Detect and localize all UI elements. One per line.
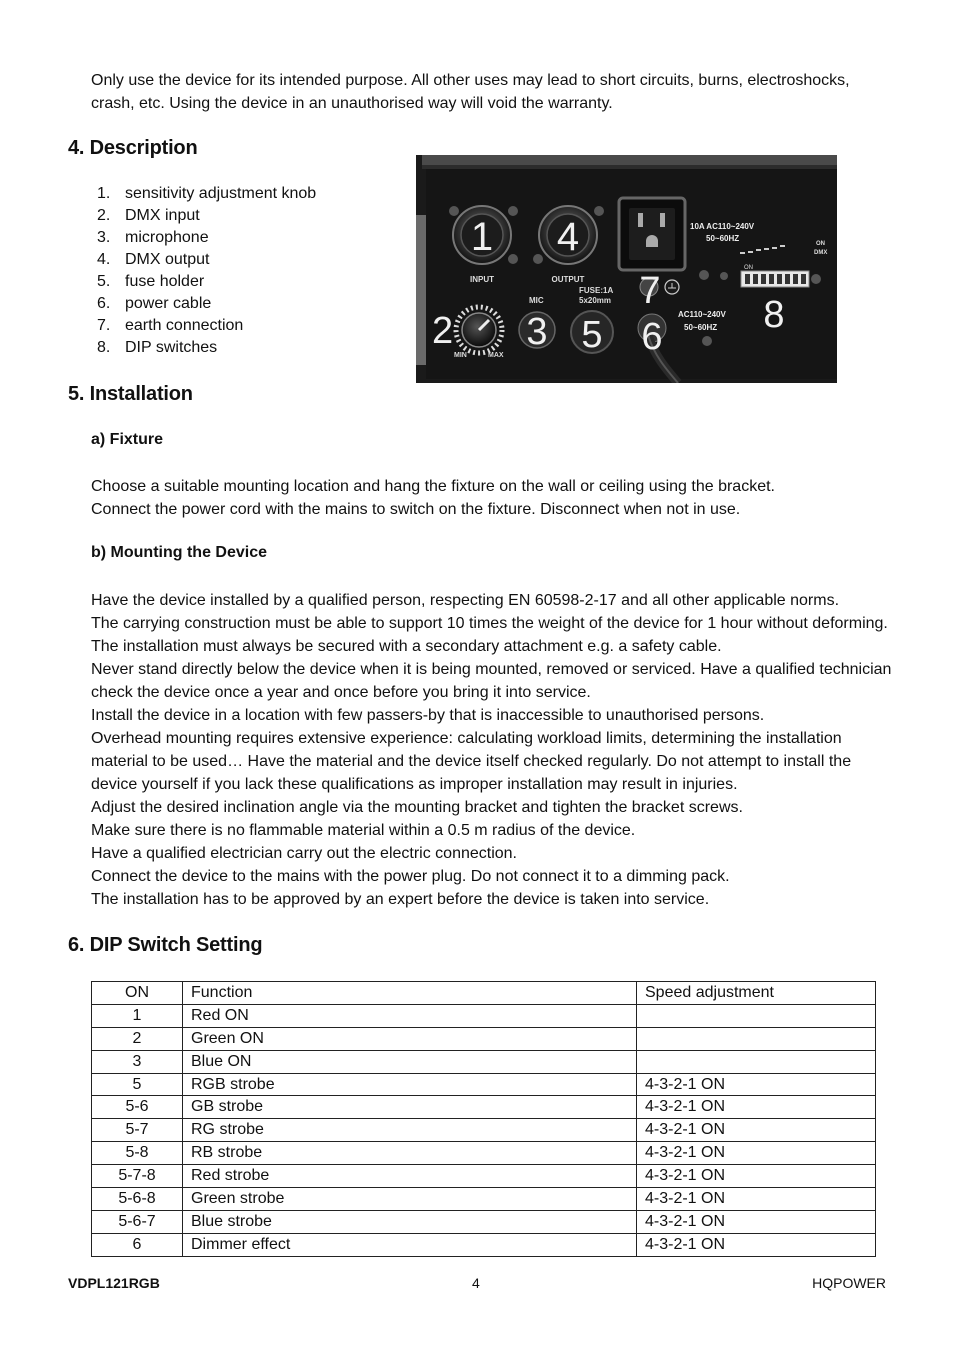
- text-line: Make sure there is no flammable material within a 0.5 m radius of the device.: [91, 822, 636, 839]
- table-cell: 2: [92, 1027, 183, 1050]
- mounting-paragraph: [91, 589, 901, 911]
- fuse-size: 5x20mm: [579, 296, 612, 305]
- list-number: 3.: [97, 229, 111, 246]
- text-line: Adjust the desired inclination angle via the mounting bracket and tighten the bracket screws.: [91, 799, 743, 816]
- column-header: Function: [183, 982, 637, 1005]
- callout-label: 6: [641, 316, 663, 358]
- table-row: [92, 1073, 876, 1096]
- table-cell: 4-3-2-1 ON: [637, 1119, 876, 1142]
- table-cell: 5-6-8: [92, 1188, 183, 1211]
- list-item: [91, 183, 316, 205]
- list-label: power cable: [125, 295, 212, 312]
- table-cell: 1: [92, 1004, 183, 1027]
- callout-label: 3: [526, 311, 548, 353]
- list-item: [91, 227, 316, 249]
- list-item: [91, 293, 316, 315]
- table-cell: [637, 1027, 876, 1050]
- table-cell: 3: [92, 1050, 183, 1073]
- section-title-dip-switch: 6. DIP Switch Setting: [68, 934, 263, 956]
- table-row: [92, 1210, 876, 1233]
- text-line: The installation must always be secured with a secondary attachment e.g. a safety cable.: [91, 638, 722, 655]
- table-row: [92, 1050, 876, 1073]
- table-row: [92, 1233, 876, 1256]
- dmx-label: DMX: [814, 250, 828, 256]
- text-line: Install the device in a location with few passers-by that is inaccessible to unauthorised persons.: [91, 707, 765, 724]
- intro-line: crash, etc. Using the device in an unauthorised way will void the warranty.: [91, 94, 613, 112]
- power-frequency: 50~60HZ: [684, 323, 718, 332]
- table-cell: 5-7: [92, 1119, 183, 1142]
- on-label: ON: [816, 241, 825, 247]
- table-cell: Blue strobe: [183, 1210, 637, 1233]
- list-label: DIP switches: [125, 339, 218, 356]
- intro-paragraph: [91, 70, 891, 115]
- list-item: [91, 337, 316, 359]
- text-line: The carrying construction must be able to support 10 times the weight of the device for 1 hour without deforming.: [91, 615, 888, 632]
- outlet-frequency: 50~60HZ: [706, 234, 740, 243]
- table-cell: 4-3-2-1 ON: [637, 1073, 876, 1096]
- table-cell: RGB strobe: [183, 1073, 637, 1096]
- section-title-description: 4. Description: [68, 137, 198, 159]
- table-cell: RB strobe: [183, 1142, 637, 1165]
- table-row: [92, 1165, 876, 1188]
- list-label: microphone: [125, 229, 209, 246]
- text-line: Have a qualified electrician carry out the electric connection.: [91, 845, 517, 862]
- table-cell: Red strobe: [183, 1165, 637, 1188]
- callout-label: 5: [581, 314, 603, 356]
- text-line: Never stand directly below the device when it is being mounted, removed or serviced. Have a qualified technician: [91, 661, 892, 678]
- min-label: MIN: [454, 352, 467, 359]
- text-line: material to be used… Have the material and the device itself checked regularly. Do not attempt to install the: [91, 753, 852, 770]
- list-number: 1.: [97, 185, 111, 202]
- list-label: DMX output: [125, 251, 210, 268]
- text-line: check the device once a year and once before you bring it into service.: [91, 684, 591, 701]
- table-cell: 5-6: [92, 1096, 183, 1119]
- list-number: 8.: [97, 339, 111, 356]
- text-line: Overhead mounting requires extensive experience: calculating workload limits, determining the installation: [91, 730, 842, 747]
- table-row: [92, 1027, 876, 1050]
- table-row: [92, 1004, 876, 1027]
- dip-switch-table: [91, 981, 876, 1257]
- table-cell: 5-8: [92, 1142, 183, 1165]
- callout-label: 7: [639, 270, 661, 312]
- table-header-row: [92, 982, 876, 1005]
- text-line: device yourself if you lack these qualifications as improper installation may result in injuries.: [91, 776, 738, 793]
- device-rear-panel-photo: [416, 155, 837, 383]
- table-cell: 5-6-7: [92, 1210, 183, 1233]
- footer-model: VDPL121RGB: [68, 1275, 160, 1291]
- table-row: [92, 1119, 876, 1142]
- table-cell: 4-3-2-1 ON: [637, 1165, 876, 1188]
- callout-label: 4: [556, 215, 580, 259]
- table-cell: Green ON: [183, 1027, 637, 1050]
- table-row: [92, 1142, 876, 1165]
- section-title-installation: 5. Installation: [68, 383, 193, 405]
- intro-line: Only use the device for its intended purpose. All other uses may lead to short circuits, burns, electroshocks,: [91, 72, 850, 89]
- footer-page-number: 4: [472, 1275, 480, 1291]
- list-item: [91, 315, 316, 337]
- table-cell: 4-3-2-1 ON: [637, 1142, 876, 1165]
- column-header: ON: [92, 982, 183, 1005]
- power-rating: AC110~240V: [678, 310, 726, 319]
- list-label: earth connection: [125, 317, 244, 334]
- table-cell: Red ON: [183, 1004, 637, 1027]
- table-cell: Blue ON: [183, 1050, 637, 1073]
- max-label: MAX: [488, 352, 504, 359]
- list-item: [91, 205, 316, 227]
- table-cell: 5: [92, 1073, 183, 1096]
- text-line: Connect the device to the mains with the power plug. Do not connect it to a dimming pack.: [91, 868, 730, 885]
- dip-on-label: ON: [744, 265, 753, 271]
- list-label: DMX input: [125, 207, 200, 224]
- list-label: sensitivity adjustment knob: [125, 185, 317, 202]
- table-cell: 4-3-2-1 ON: [637, 1188, 876, 1211]
- table-cell: Green strobe: [183, 1188, 637, 1211]
- table-row: [92, 1096, 876, 1119]
- table-cell: 4-3-2-1 ON: [637, 1210, 876, 1233]
- description-list: [91, 183, 316, 359]
- callout-label: 1: [470, 215, 494, 259]
- outlet-rating: 10A AC110~240V: [690, 222, 755, 231]
- table-cell: 5-7-8: [92, 1165, 183, 1188]
- table-cell: [637, 1050, 876, 1073]
- list-number: 7.: [97, 317, 111, 334]
- output-label: OUTPUT: [551, 275, 585, 284]
- fuse-rating: FUSE:1A: [579, 286, 614, 295]
- table-cell: Dimmer effect: [183, 1233, 637, 1256]
- text-line: Connect the power cord with the mains to switch on the fixture. Disconnect when not in use.: [91, 500, 741, 518]
- callout-label: 8: [763, 294, 785, 336]
- fixture-paragraph: [91, 476, 891, 521]
- callout-label: 2: [432, 310, 454, 352]
- table-cell: 4-3-2-1 ON: [637, 1233, 876, 1256]
- text-line: Choose a suitable mounting location and hang the fixture on the wall or ceiling using the bracket.: [91, 478, 775, 495]
- list-number: 2.: [97, 207, 111, 224]
- input-label: INPUT: [470, 275, 494, 284]
- table-row: [92, 1188, 876, 1211]
- list-label: fuse holder: [125, 273, 205, 290]
- subsection-title-fixture: a) Fixture: [91, 431, 164, 448]
- footer-brand: HQPOWER: [812, 1275, 886, 1291]
- table-cell: 4-3-2-1 ON: [637, 1096, 876, 1119]
- text-line: The installation has to be approved by an expert before the device is taken into service.: [91, 891, 710, 908]
- table-cell: RG strobe: [183, 1119, 637, 1142]
- list-number: 5.: [97, 273, 111, 290]
- column-header: Speed adjustment: [637, 982, 876, 1005]
- table-cell: 6: [92, 1233, 183, 1256]
- list-item: [91, 249, 316, 271]
- mic-label: MIC: [529, 296, 544, 305]
- table-cell: GB strobe: [183, 1096, 637, 1119]
- list-number: 6.: [97, 295, 111, 312]
- list-item: [91, 271, 316, 293]
- list-number: 4.: [97, 251, 111, 268]
- table-cell: [637, 1004, 876, 1027]
- text-line: Have the device installed by a qualified person, respecting EN 60598-2-17 and all other applicable norms.: [91, 592, 840, 609]
- subsection-title-mounting: b) Mounting the Device: [91, 544, 267, 561]
